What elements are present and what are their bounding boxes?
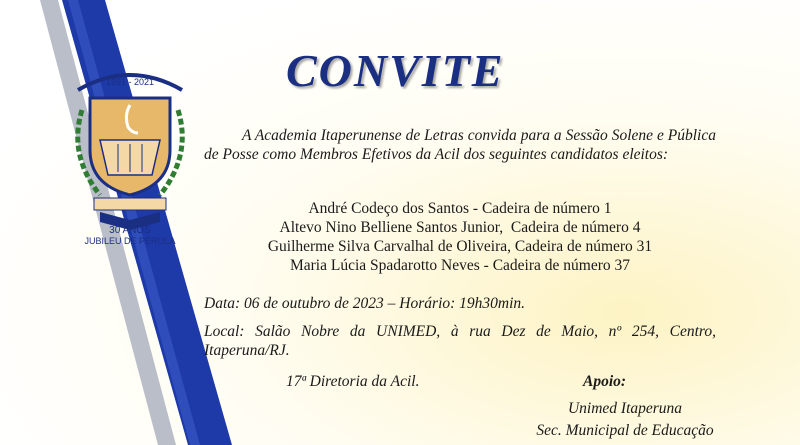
candidate-item: Altevo Nino Belliene Santos Junior, Cadeira de número 4 bbox=[279, 219, 641, 236]
location-line: Local: Salão Nobre da UNIMED, à rua Dez de Maio, nº 254, Centro, Itaperuna/RJ. bbox=[204, 323, 716, 359]
intro-paragraph: A Academia Itaperunense de Letras convida para a Sessão Solene e Pública de Posse como Membros Efetivos da Acil dos seguintes candidatos eleitos: bbox=[204, 127, 716, 163]
emblem-years: 1991 - 2021 bbox=[105, 77, 155, 87]
diretoria-signature: 17ª Diretoria da Acil. bbox=[286, 373, 420, 390]
emblem-jubileu: JUBILEU DE PÉROLA bbox=[84, 236, 176, 245]
date-line: Data: 06 de outubro de 2023 – Horário: 19h30min. bbox=[204, 295, 526, 312]
page-title: CONVITE bbox=[286, 45, 505, 96]
candidate-item: Maria Lúcia Spadarotto Neves - Cadeira de número 37 bbox=[289, 257, 631, 274]
candidate-list bbox=[204, 199, 716, 275]
academy-emblem bbox=[60, 60, 200, 245]
apoio-list bbox=[510, 398, 740, 442]
apoio-label: Apoio: bbox=[583, 373, 627, 390]
candidate-item: Guilherme Silva Carvalhal de Oliveira, Cadeira de número 31 bbox=[267, 238, 653, 255]
emblem-ribbon bbox=[94, 198, 166, 210]
apoio-item: Sec. Municipal de Educação bbox=[536, 422, 714, 439]
emblem-anos: 30 ANOS bbox=[109, 225, 151, 236]
candidate-item: André Codeço dos Santos - Cadeira de número 1 bbox=[308, 200, 612, 217]
apoio-item: Unimed Itaperuna bbox=[567, 400, 683, 417]
